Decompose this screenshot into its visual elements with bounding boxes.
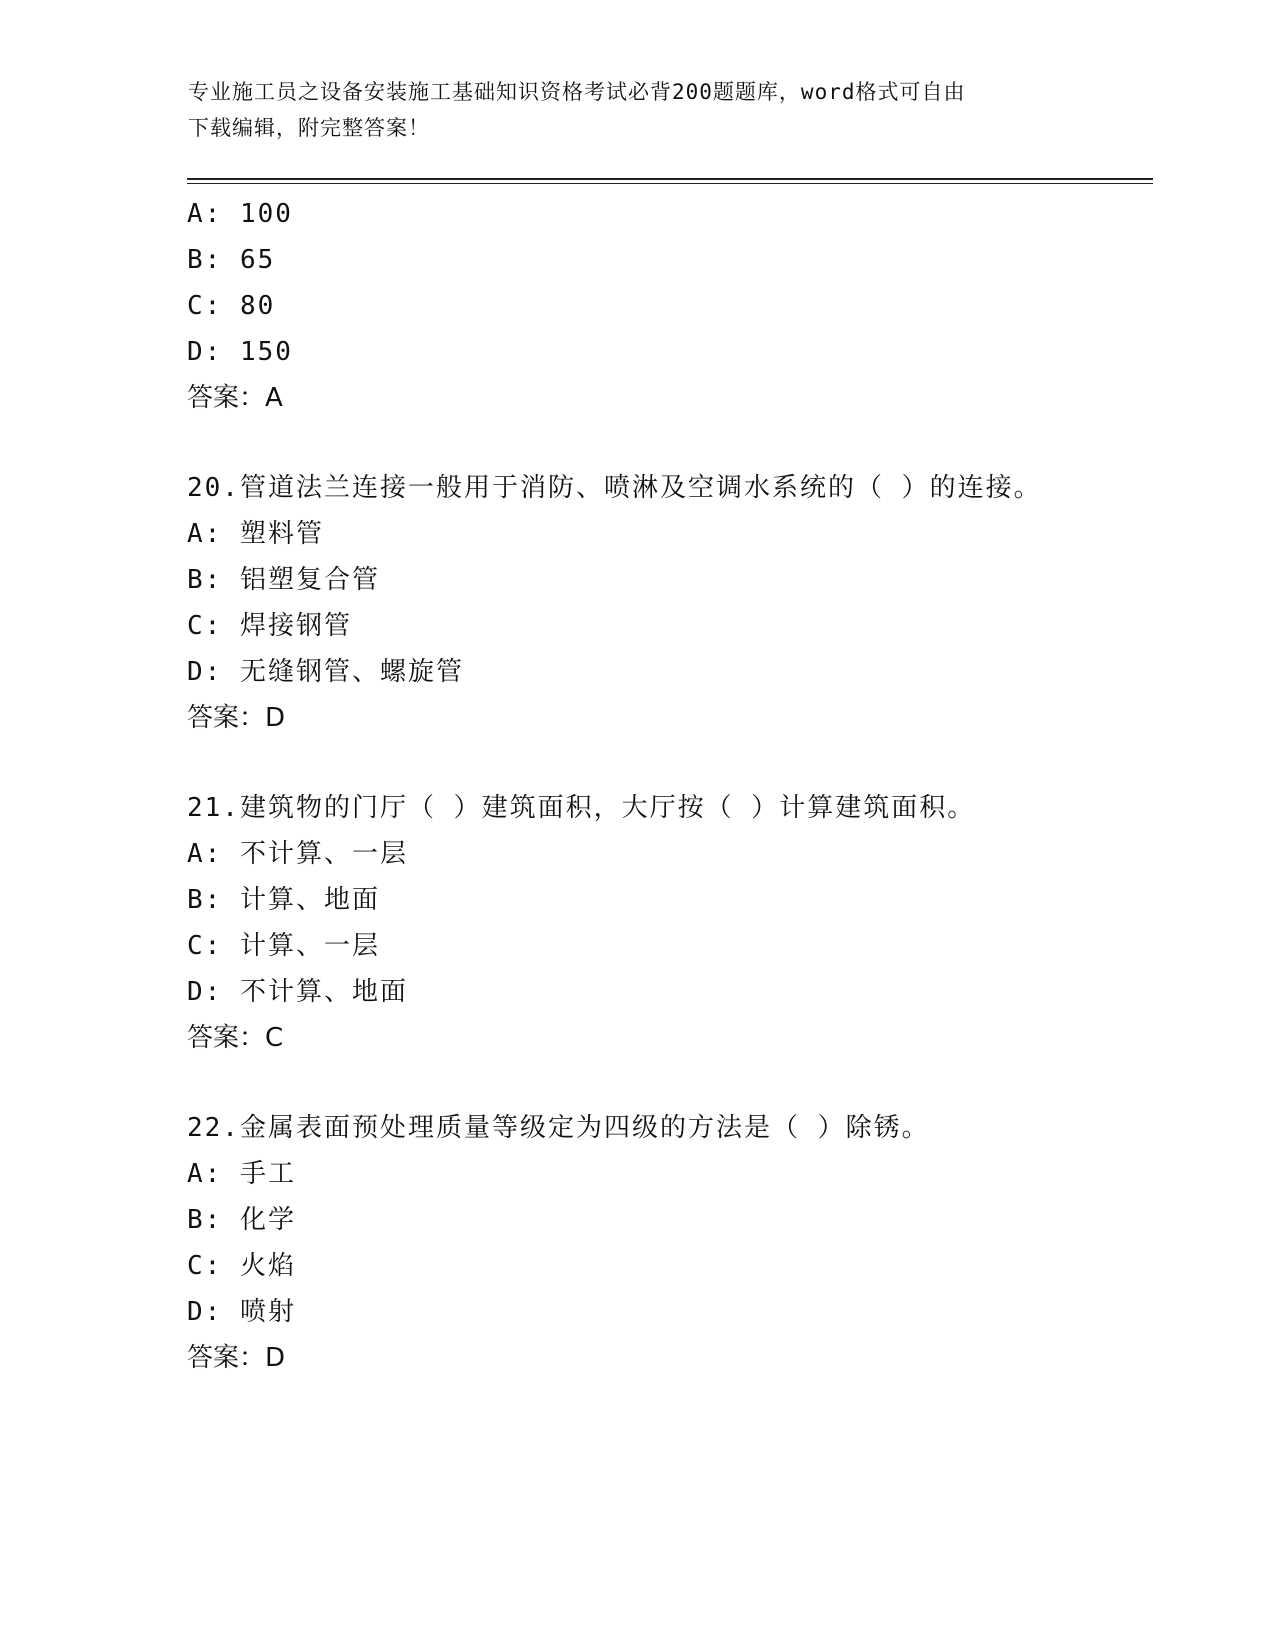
document-header <box>188 74 1068 146</box>
answer-line: 答案：C <box>187 1023 284 1053</box>
question-block-partial <box>187 191 1153 421</box>
option-c: C: 焊接钢管 <box>187 611 352 641</box>
option-c: C: 计算、一层 <box>187 931 380 961</box>
option-c: C: 火焰 <box>187 1251 296 1281</box>
option-a: A: 100 <box>187 199 293 229</box>
option-b: B: 计算、地面 <box>187 885 380 915</box>
question-block-21 <box>187 785 1153 1061</box>
option-d: D: 150 <box>187 337 293 367</box>
question-block-20 <box>187 465 1153 741</box>
header-divider <box>187 178 1153 184</box>
option-a: A: 手工 <box>187 1159 296 1189</box>
question-block-22 <box>187 1105 1153 1381</box>
header-line-2: 下载编辑，附完整答案！ <box>188 116 430 140</box>
option-d: D: 喷射 <box>187 1297 296 1327</box>
question-text: 21.建筑物的门厅（ ）建筑面积，大厅按（ ）计算建筑面积。 <box>187 793 976 823</box>
header-line-1: 专业施工员之设备安装施工基础知识资格考试必背200题题库，word格式可自由 <box>188 80 966 104</box>
option-d: D: 无缝钢管、螺旋管 <box>187 657 464 687</box>
option-a: A: 塑料管 <box>187 519 324 549</box>
option-c: C: 80 <box>187 291 276 321</box>
option-a: A: 不计算、一层 <box>187 839 408 869</box>
option-d: D: 不计算、地面 <box>187 977 408 1007</box>
option-b: B: 化学 <box>187 1205 296 1235</box>
question-list <box>187 191 1153 1381</box>
answer-line: 答案：A <box>187 383 283 413</box>
option-b: B: 铝塑复合管 <box>187 565 380 595</box>
option-b: B: 65 <box>187 245 276 275</box>
question-text: 20.管道法兰连接一般用于消防、喷淋及空调水系统的（ ）的连接。 <box>187 473 1042 503</box>
answer-line: 答案：D <box>187 703 286 733</box>
question-text: 22.金属表面预处理质量等级定为四级的方法是（ ）除锈。 <box>187 1113 930 1143</box>
answer-line: 答案：D <box>187 1343 286 1373</box>
